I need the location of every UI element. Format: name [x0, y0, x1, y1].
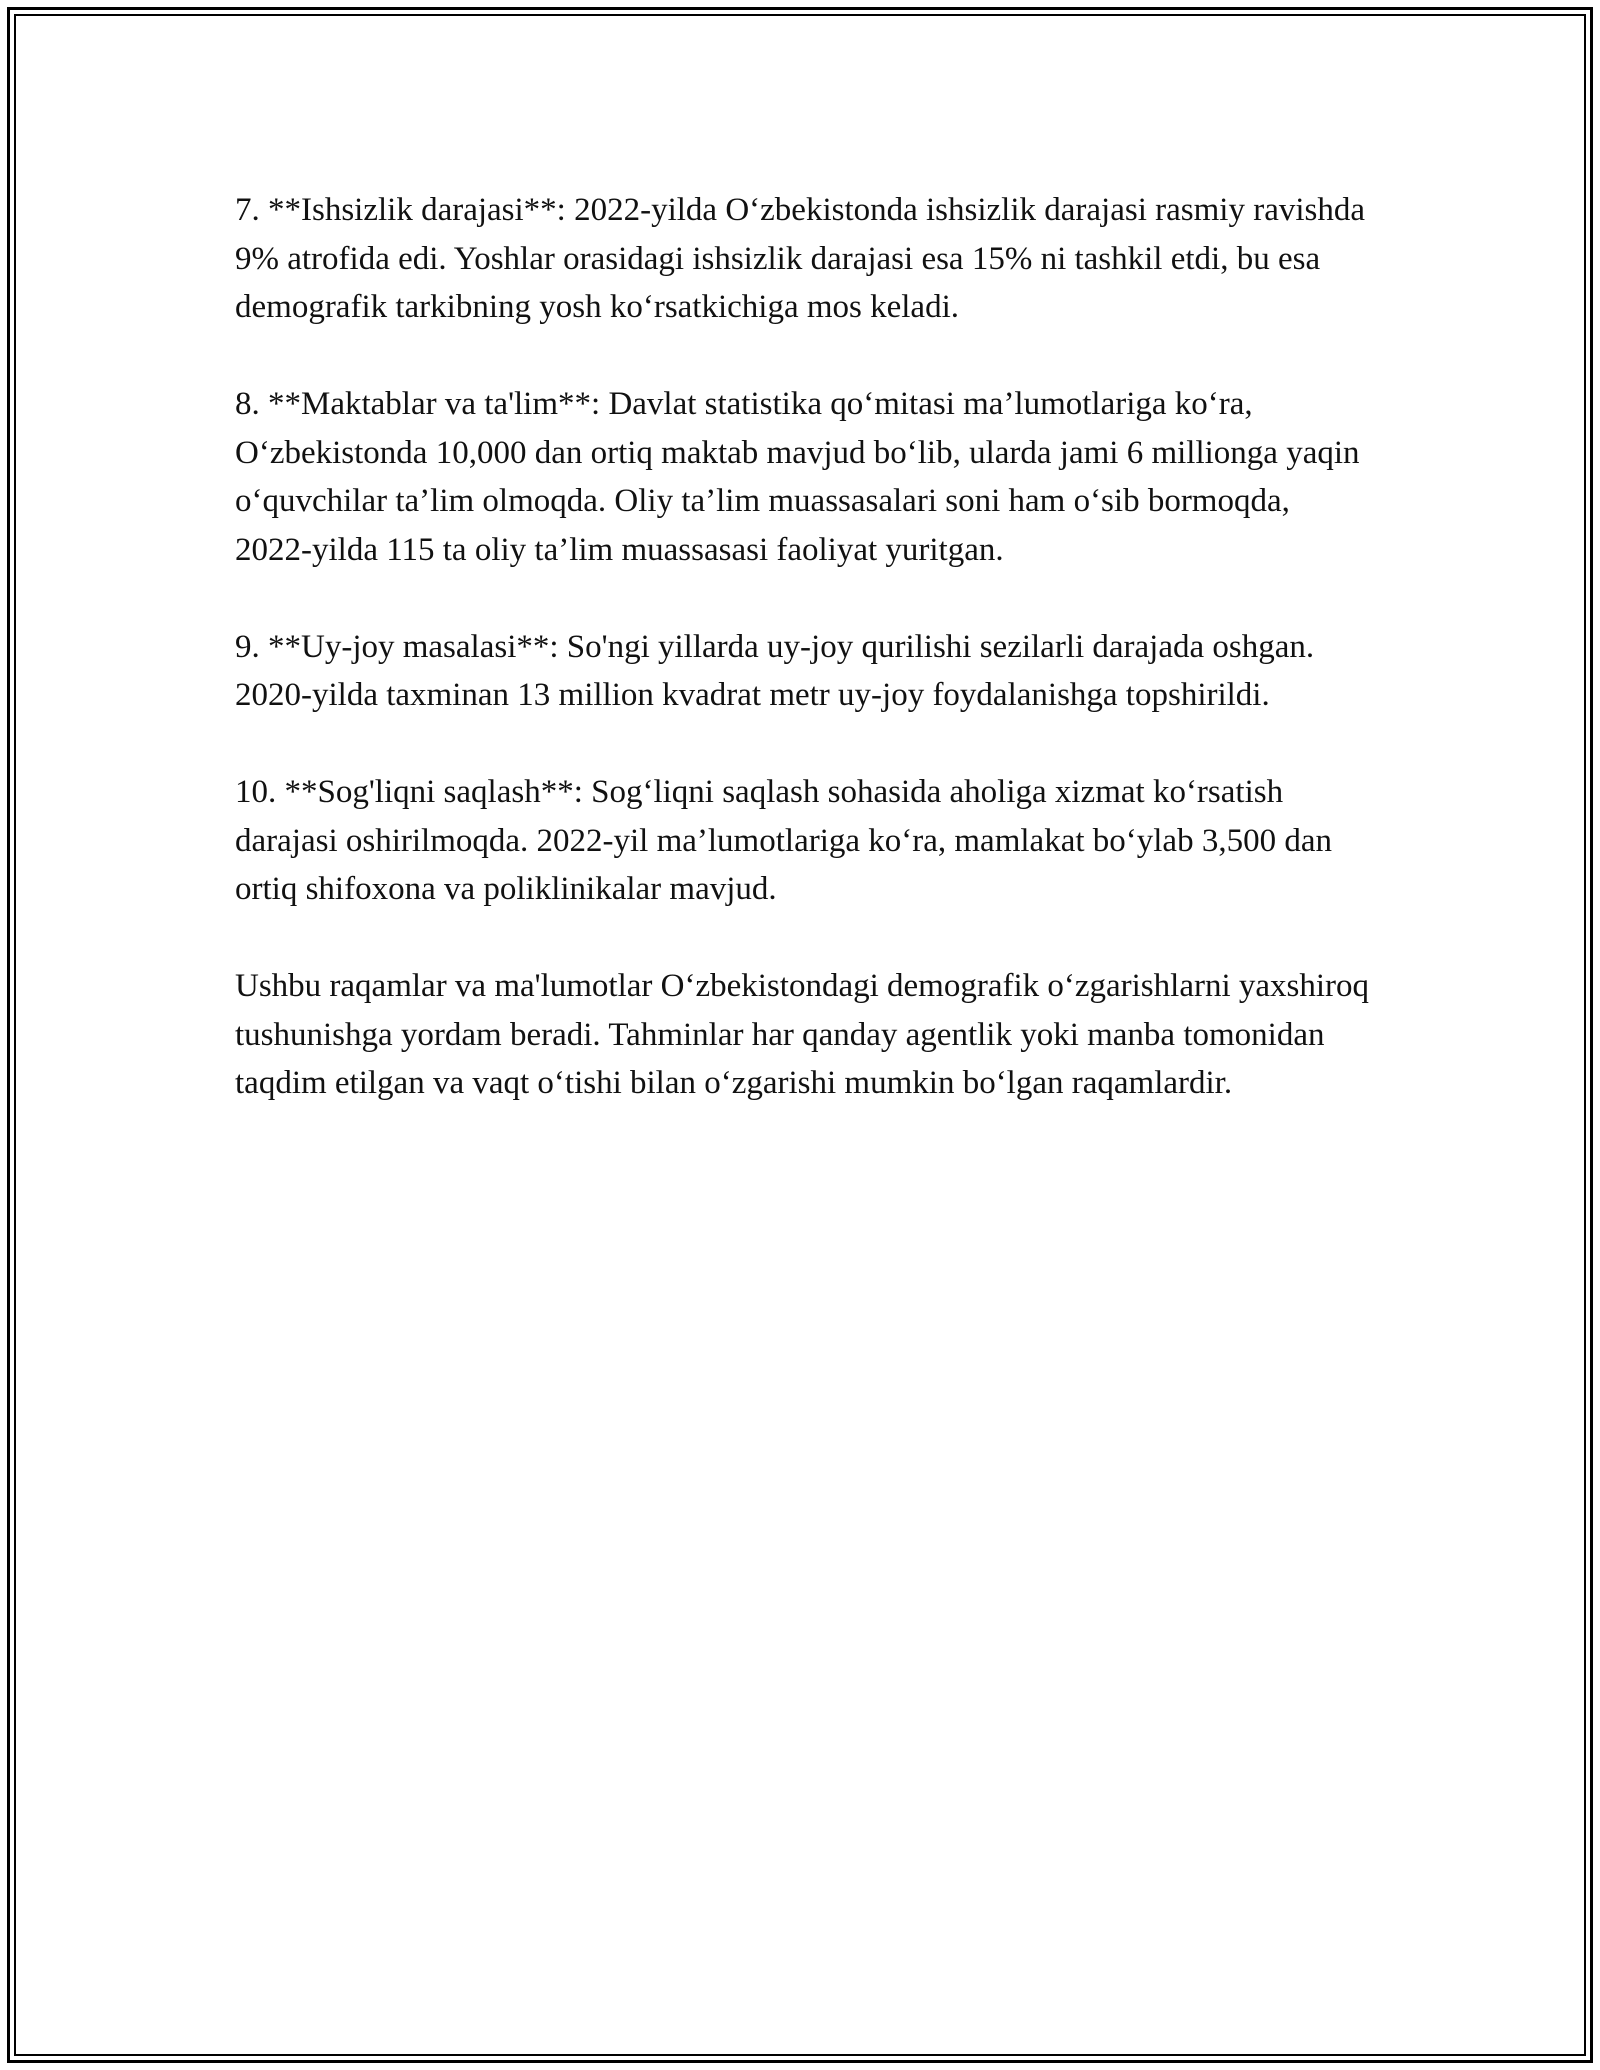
document-body [235, 186, 1375, 1108]
paragraph-schools-education: 8. **Maktablar va ta'lim**: Davlat statistika qo‘mitasi ma’lumotlariga ko‘ra, O‘zbekistonda 10,000 dan ortiq maktab mavjud bo‘lib, ularda jami 6 millionga yaqin o‘quvchilar ta’lim olmoqda. Oliy ta’lim muassasalari soni ham o‘sib bormoqda, 2022-yilda 115 ta oliy ta’lim muassasasi faoliyat yuritgan. [235, 386, 1360, 568]
paragraph-conclusion: Ushbu raqamlar va ma'lumotlar O‘zbekistondagi demografik o‘zgarishlarni yaxshiroq tushunishga yordam beradi. Tahminlar har qanday agentlik yoki manba tomonidan taqdim etilgan va vaqt o‘tishi bilan o‘zgarishi mumkin bo‘lgan raqamlardir. [235, 968, 1370, 1101]
paragraph-unemployment: 7. **Ishsizlik darajasi**: 2022-yilda O‘zbekistonda ishsizlik darajasi rasmiy ravishda 9% atrofida edi. Yoshlar orasidagi ishsizlik darajasi esa 15% ni tashkil etdi, bu esa demografik tarkibning yosh ko‘rsatkichiga mos keladi. [235, 192, 1365, 325]
paragraph-healthcare: 10. **Sog'liqni saqlash**: Sog‘liqni saqlash sohasida aholiga xizmat ko‘rsatish darajasi oshirilmoqda. 2022-yil ma’lumotlariga ko‘ra, mamlakat bo‘ylab 3,500 dan ortiq shifoxona va poliklinikalar mavjud. [235, 774, 1332, 907]
paragraph-housing: 9. **Uy-joy masalasi**: So'ngi yillarda uy-joy qurilishi sezilarli darajada oshgan. 2020-yilda taxminan 13 million kvadrat metr uy-joy foydalanishga topshirildi. [235, 628, 1315, 713]
